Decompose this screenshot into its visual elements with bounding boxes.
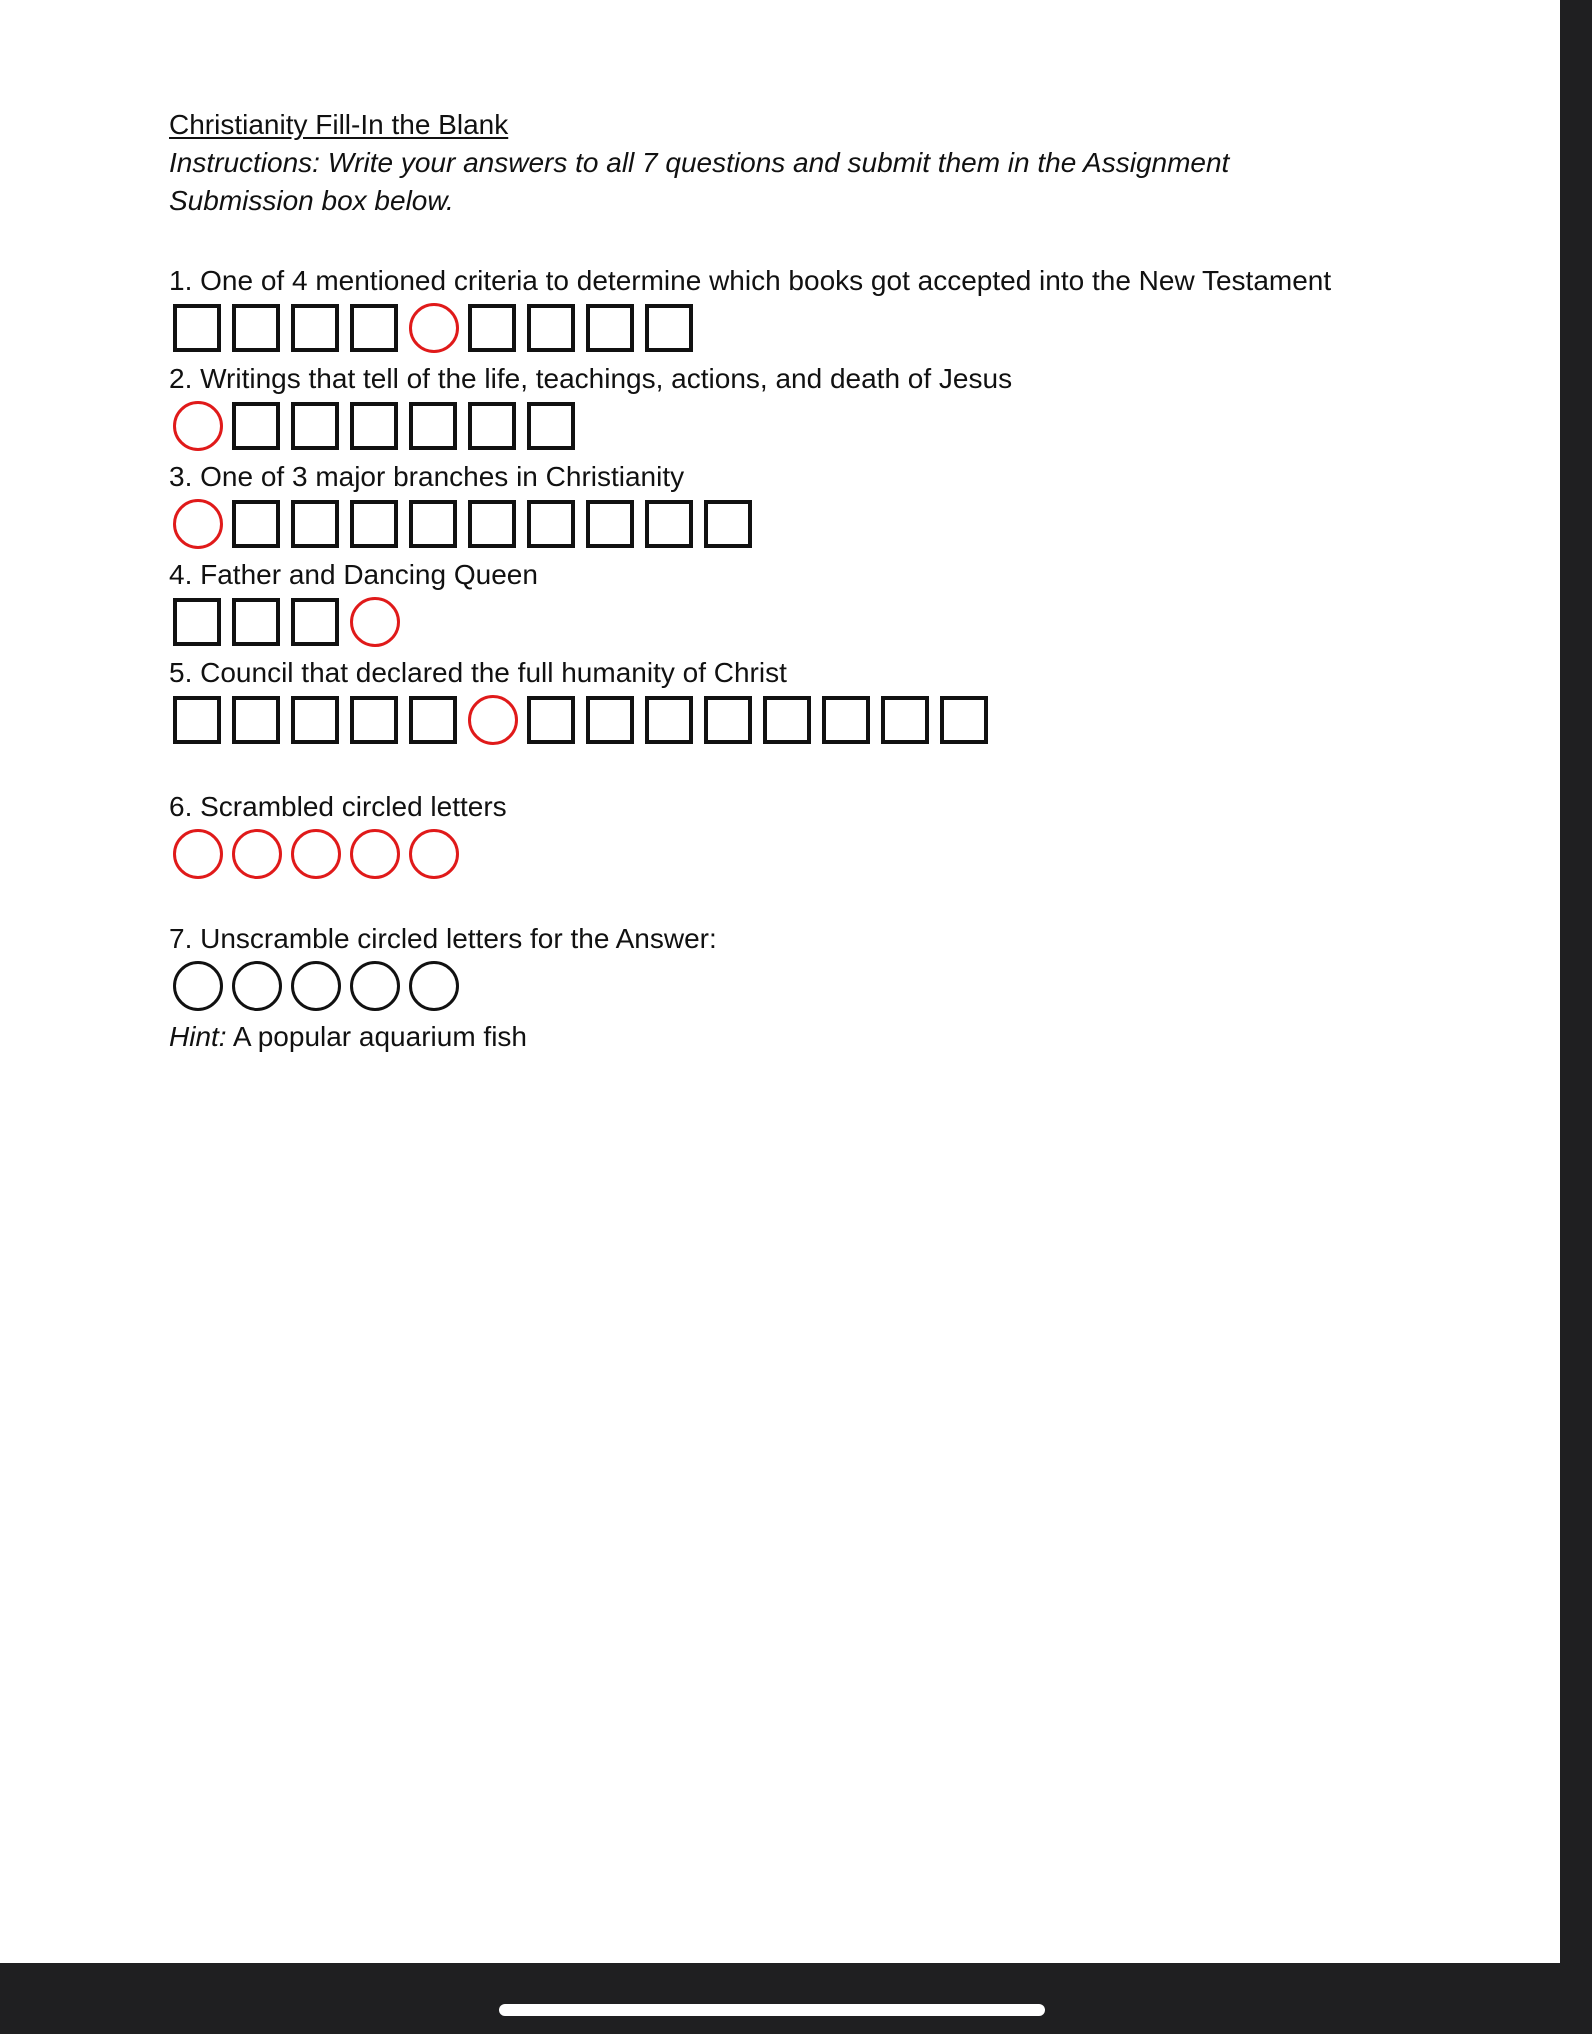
worksheet-title: Christianity Fill-In the Blank xyxy=(169,109,509,140)
letter-box[interactable] xyxy=(704,500,752,548)
circled-letter-box[interactable] xyxy=(409,829,459,879)
letter-box[interactable] xyxy=(291,402,339,450)
letter-box[interactable] xyxy=(468,402,516,450)
question-2: 2. Writings that tell of the life, teachings, actions, and death of Jesus xyxy=(169,363,1013,394)
letter-box[interactable] xyxy=(704,696,752,744)
answer-boxes-3 xyxy=(173,496,1549,552)
letter-box[interactable] xyxy=(350,304,398,352)
letter-box[interactable] xyxy=(409,402,457,450)
letter-box[interactable] xyxy=(586,696,634,744)
letter-box[interactable] xyxy=(232,598,280,646)
letter-box[interactable] xyxy=(291,500,339,548)
circled-letter-box[interactable] xyxy=(291,829,341,879)
letter-box[interactable] xyxy=(350,500,398,548)
answer-boxes-1 xyxy=(173,300,1549,356)
circled-letter-box[interactable] xyxy=(350,829,400,879)
letter-box[interactable] xyxy=(822,696,870,744)
answer-letter-circle[interactable] xyxy=(350,961,400,1011)
letter-box[interactable] xyxy=(350,402,398,450)
letter-box[interactable] xyxy=(527,304,575,352)
answer-letter-circle[interactable] xyxy=(409,961,459,1011)
letter-box[interactable] xyxy=(232,696,280,744)
question-4: 4. Father and Dancing Queen xyxy=(169,559,538,590)
question-1: 1. One of 4 mentioned criteria to determine which books got accepted into the New Testament xyxy=(169,265,1332,296)
letter-box[interactable] xyxy=(350,696,398,744)
letter-box[interactable] xyxy=(645,696,693,744)
letter-box[interactable] xyxy=(173,304,221,352)
question-7: 7. Unscramble circled letters for the Answer: xyxy=(169,923,717,954)
letter-box[interactable] xyxy=(940,696,988,744)
letter-box[interactable] xyxy=(881,696,929,744)
question-3: 3. One of 3 major branches in Christianity xyxy=(169,461,685,492)
letter-box[interactable] xyxy=(291,304,339,352)
letter-box[interactable] xyxy=(232,402,280,450)
hint-text: A popular aquarium fish xyxy=(226,1021,527,1052)
letter-box[interactable] xyxy=(409,500,457,548)
worksheet-content xyxy=(169,106,1549,1056)
letter-box[interactable] xyxy=(468,304,516,352)
circled-letter-box[interactable] xyxy=(173,829,223,879)
letter-box[interactable] xyxy=(763,696,811,744)
hint-label: Hint: xyxy=(169,1021,227,1052)
question-6: 6. Scrambled circled letters xyxy=(169,791,507,822)
question-5: 5. Council that declared the full humanity of Christ xyxy=(169,657,787,688)
letter-box[interactable] xyxy=(527,500,575,548)
circled-letter-box[interactable] xyxy=(409,303,459,353)
letter-box[interactable] xyxy=(232,304,280,352)
circled-letter-box[interactable] xyxy=(468,695,518,745)
letter-box[interactable] xyxy=(173,598,221,646)
letter-box[interactable] xyxy=(173,696,221,744)
circled-letter-box[interactable] xyxy=(232,829,282,879)
instructions-text: Instructions: Write your answers to all 7 questions and submit them in the Assignment Submission box below. xyxy=(169,147,1230,216)
circled-letter-box[interactable] xyxy=(350,597,400,647)
letter-box[interactable] xyxy=(291,598,339,646)
circled-letter-box[interactable] xyxy=(173,499,223,549)
answer-letter-circle[interactable] xyxy=(291,961,341,1011)
letter-box[interactable] xyxy=(527,696,575,744)
answer-letter-circle[interactable] xyxy=(232,961,282,1011)
letter-box[interactable] xyxy=(409,696,457,744)
letter-box[interactable] xyxy=(586,304,634,352)
answer-boxes-4 xyxy=(173,594,1549,650)
letter-box[interactable] xyxy=(527,402,575,450)
letter-box[interactable] xyxy=(645,500,693,548)
letter-box[interactable] xyxy=(586,500,634,548)
letter-box[interactable] xyxy=(291,696,339,744)
answer-circles-7 xyxy=(173,958,1549,1014)
letter-box[interactable] xyxy=(468,500,516,548)
answer-circles-6 xyxy=(173,826,1549,882)
letter-box[interactable] xyxy=(645,304,693,352)
hint-line xyxy=(169,1018,1549,1056)
answer-boxes-2 xyxy=(173,398,1549,454)
answer-boxes-5 xyxy=(173,692,1549,748)
answer-letter-circle[interactable] xyxy=(173,961,223,1011)
home-indicator-bar[interactable] xyxy=(499,2004,1045,2016)
circled-letter-box[interactable] xyxy=(173,401,223,451)
letter-box[interactable] xyxy=(232,500,280,548)
